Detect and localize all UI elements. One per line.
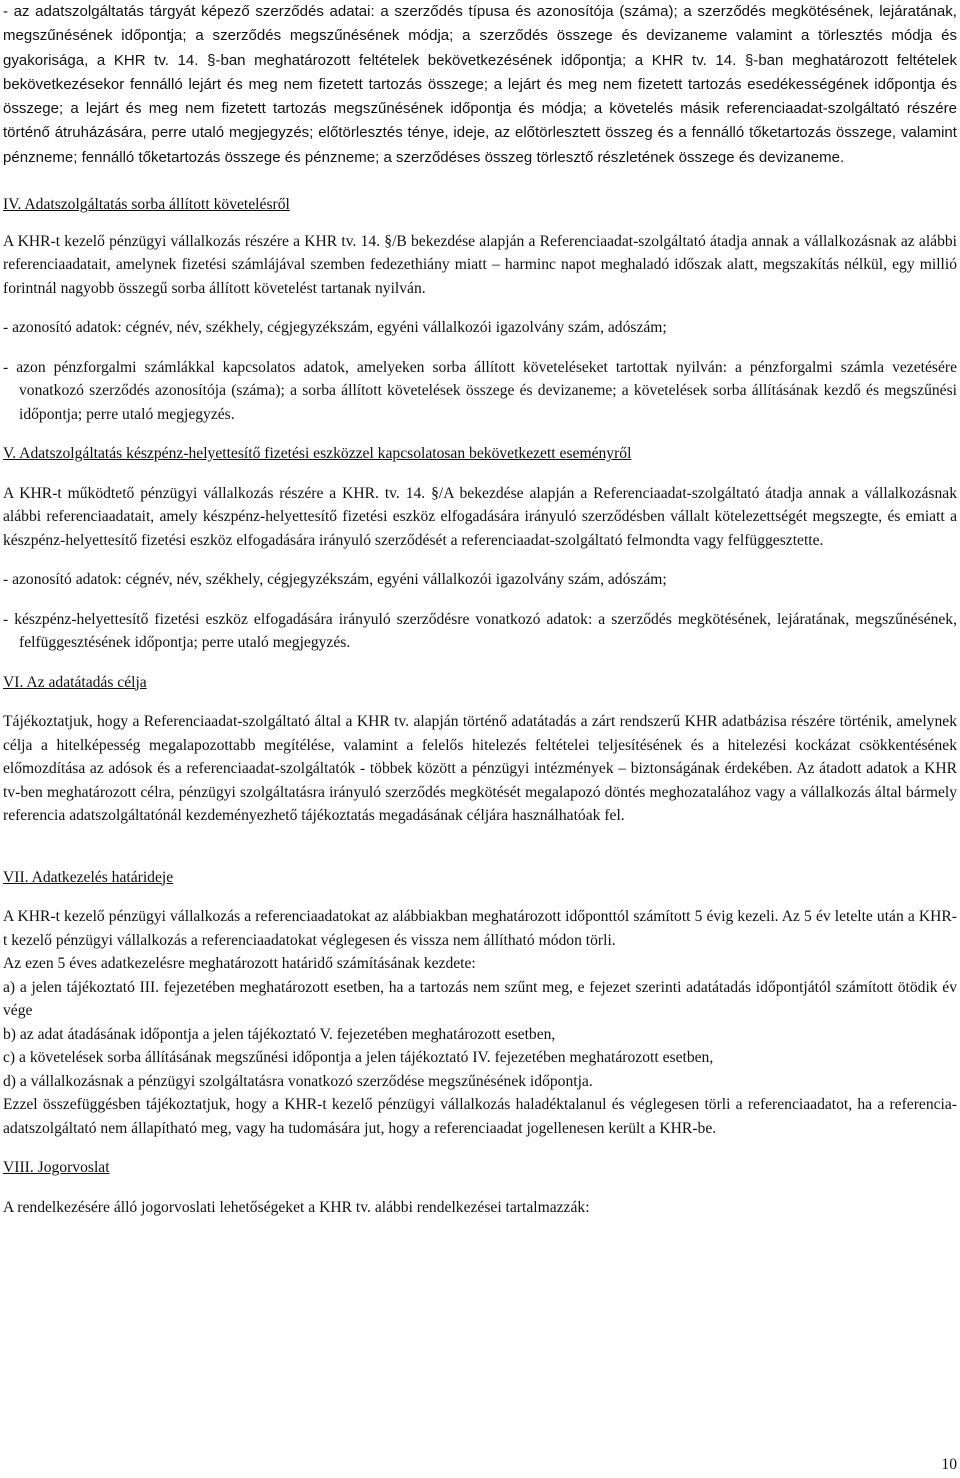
section-heading-vii: VII. Adatkezelés határideje	[3, 868, 174, 886]
retention-start-intro: Az ezen 5 éves adatkezelésre meghatározott határidő számításának kezdete:	[3, 955, 476, 973]
section-heading-iv: IV. Adatszolgáltatás sorba állított követelésről	[3, 196, 290, 214]
cash-substitute-paragraph: A KHR-t működtető pénzügyi vállalkozás részére a KHR. tv. 14. §/A bekezdése alapján a Referenciaadat-szolgáltató átadja annak a vállalkozásnak alábbi referenciaadatait, amely készpénz-helyettesítő fizetési eszköz elfogadására irányuló szerződésben vállalt kötelezettségét megszegte, és emiatt a készpénz-helyettesítő fizetési eszköz elfogadására irányuló szerződését a referenciaadat-szolgáltató felmondta vagy felfüggesztette.	[3, 484, 957, 549]
deletion-paragraph: Ezzel összefüggésben tájékoztatjuk, hogy a KHR-t kezelő pénzügyi vállalkozás haladéktalanul és véglegesen törli a referenciaadatot, ha a referencia-adatszolgáltató nem állapítható meg, vagy ha tudomására jut, hogy a referenciaadat jogellenesen került a KHR-be.	[3, 1096, 957, 1137]
purpose-paragraph: Tájékoztatjuk, hogy a Referenciaadat-szolgáltató által a KHR tv. alapján történő adatátadás a zárt rendszerű KHR adatbázisa részére történik, amelynek célja a hitelképesség megalapozottabb megítélése, valamint a felelős hitelezés feltételei teljesítésének és a hitelezési kockázat csökkentésének előmozdítása az adósok és a referenciaadat-szolgáltatók - többek között a pénzügyi intézmények – biztonságának érdekében. Az átadott adatok a KHR tv-ben meghatározott célra, pénzügyi szolgáltatásra irányuló szerződés megkötését megalapozó döntés meghozatalához vagy a vállalkozás által bármely referencia adatszolgáltatónál kezdeményezhető tájékoztatás megadásának céljára használhatóak fel.	[3, 713, 957, 825]
section-heading-viii: VIII. Jogorvoslat	[3, 1159, 110, 1177]
identification-data-item: - azonosító adatok: cégnév, név, székhely, cégjegyzékszám, egyéni vállalkozói igazolvány szám, adószám;	[3, 319, 667, 337]
queued-claims-paragraph: A KHR-t kezelő pénzügyi vállalkozás részére a KHR tv. 14. §/B bekezdése alapján a Referenciaadat-szolgáltató átadja annak a vállalkozásnak az alábbi referenciaadatait, amelynek fizetési számlájával szemben fedezethiány miatt – harminc napot meghaladó időszak alatt, megszakítás nélkül, egy millió forintnál nagyobb összegű sorba állított követelést tartanak nyilván.	[3, 232, 957, 297]
section-heading-v: V. Adatszolgáltatás készpénz-helyettesítő fizetési eszközzel kapcsolatosan bekövetkezett eseményről	[3, 445, 632, 463]
remedies-paragraph: A rendelkezésére álló jogorvoslati lehetőségeket a KHR tv. alábbi rendelkezései tartalmazzák:	[3, 1198, 590, 1216]
contract-data-paragraph: - az adatszolgáltatás tárgyát képező szerződés adatai: a szerződés típusa és azonosítója (száma); a szerződés megkötésének, lejáratának, megszűnésének időpontja; a szerződés megszűnésének módja; a szerződés összege és devizaneme valamint a törlesztés módja és gyakorisága, a KHR tv. 14. §-ban meghatározott feltételek bekövetkezésének időpontja; a KHR tv. 14. §-ban meghatározott feltételek bekövetkezésekor fennálló lejárt és meg nem fizetett tartozás összege; a lejárt és meg nem fizetett tartozás esedékességének időpontja és összege; a lejárt és meg nem fizetett tartozás megszűnésének időpontja és módja; a követelés másik referenciaadat-szolgáltató részére történő átruházására, perre utaló megjegyzés; előtörlesztés ténye, ideje, az előtörlesztett összeg és a fennálló tőketartozás összege, valamint pénzneme; fennálló tőketartozás összege és pénzneme; a szerződéses összeg törlesztő részletének összege és devizaneme.	[3, 3, 957, 166]
identification-data-item-2: - azonosító adatok: cégnév, név, székhely, cégjegyzékszám, egyéni vállalkozói igazolvány szám, adószám;	[3, 571, 667, 589]
page-number: 10	[941, 1456, 957, 1473]
section-heading-vi: VI. Az adatátadás célja	[3, 673, 147, 691]
retention-item-c: c) a követelések sorba állításának megszűnési időpontja a jelen tájékoztató IV. fejezetében meghatározott esetben,	[3, 1049, 714, 1067]
cash-substitute-contract-item: - készpénz-helyettesítő fizetési eszköz elfogadására irányuló szerződésre vonatkozó adatok: a szerződés megkötésének, lejáratának, megszűnésének, felfüggesztésének időpontja; perre utaló megjegyzés.	[3, 610, 957, 652]
retention-item-a: a) a jelen tájékoztató III. fejezetében meghatározott esetben, ha a tartozás nem szűnt meg, e fejezet szerinti adatátadás időpontjától számított ötödik év vége	[3, 978, 957, 1020]
retention-item-b: b) az adat átadásának időpontja a jelen tájékoztató V. fejezetében meghatározott esetben,	[3, 1025, 556, 1043]
retention-paragraph: A KHR-t kezelő pénzügyi vállalkozás a referenciaadatokat az alábbiakban meghatározott időponttól számított 5 évig kezeli. Az 5 év letelte után a KHR-t kezelő pénzügyi vállalkozás a referenciaadatokat véglegesen és vissza nem állítható módon törli.	[3, 908, 957, 949]
payment-account-data-item: - azon pénzforgalmi számlákkal kapcsolatos adatok, amelyeken sorba állított követeléseket tartottak nyilván: a pénzforgalmi számla vezetésére vonatkozó szerződés azonosítója (száma); a sorba állított követelések összege és devizaneme; a követelések sorba állításának kezdő és megszűnési időpontja; perre utaló megjegyzés.	[3, 358, 957, 423]
retention-item-d: d) a vállalkozásnak a pénzügyi szolgáltatásra vonatkozó szerződése megszűnésének időpontja.	[3, 1072, 593, 1090]
